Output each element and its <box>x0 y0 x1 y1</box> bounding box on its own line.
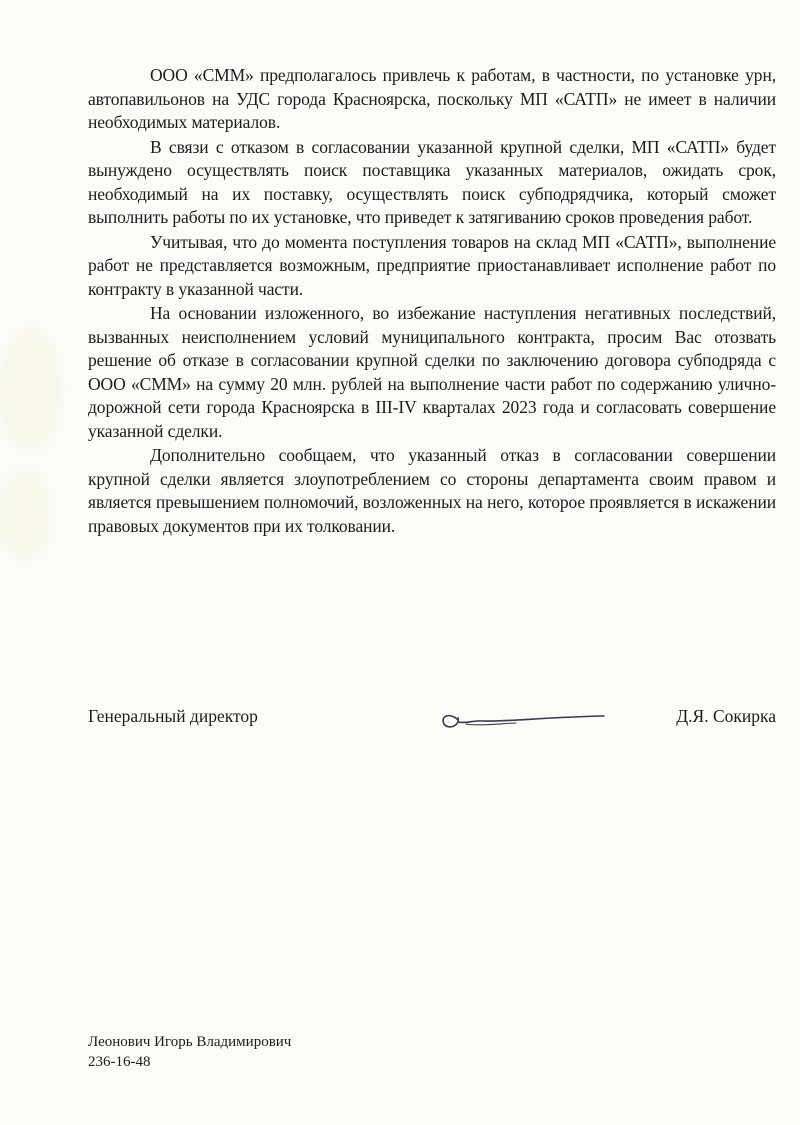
paragraph: В связи с отказом в согласовании указанной крупной сделки, МП «САТП» будет вынуждено осуществлять поиск поставщика указанных материалов, ожидать срок, необходимый на их поставку, осуществлять поиск субподрядчика, который сможет выполнить работы по их установке, что приведет к затягиванию сроков проведения работ. <box>88 136 776 227</box>
paragraph: Учитывая, что до момента поступления товаров на склад МП «САТП», выполнение работ не представляется возможным, предприятие приостанавливает исполнение работ по контракту в указанной части. <box>88 231 776 299</box>
paper-smudge <box>0 330 60 450</box>
contact-info <box>88 1032 291 1072</box>
signatory-name: Д.Я. Сокирка <box>676 706 776 726</box>
signature-block <box>88 702 776 734</box>
paragraph: ООО «СММ» предполагалось привлечь к работам, в частности, по установке урн, автопавильонов на УДС города Красноярска, поскольку МП «САТП» не имеет в наличии необходимых материалов. <box>88 65 776 132</box>
handwritten-signature <box>436 702 606 732</box>
letter-body <box>88 64 776 539</box>
paper-smudge <box>0 470 50 560</box>
contact-phone: 236-16-48 <box>88 1054 151 1070</box>
contact-person: Леонович Игорь Владимирович <box>88 1034 292 1050</box>
paragraph: Дополнительно сообщаем, что указанный отказ в согласовании совершении крупной сделки является злоупотреблением со стороны департамента своим правом и является превышением полномочий, возложенных на него, которое проявляется в искажении правовых документов при их толковании. <box>88 445 776 536</box>
signatory-title: Генеральный директор <box>88 706 258 726</box>
paragraph: На основании изложенного, во избежание наступления негативных последствий, вызванных неисполнением условий муниципального контракта, просим Вас отозвать решение об отказе в согласовании крупной сделки по заключению договора субподряда с ООО «СММ» на сумму 20 млн. рублей на выполнение части работ по содержанию улично-дорожной сети города Красноярска в III-IV кварталах 2023 года и согласовать совершение указанной сделки. <box>88 303 776 441</box>
